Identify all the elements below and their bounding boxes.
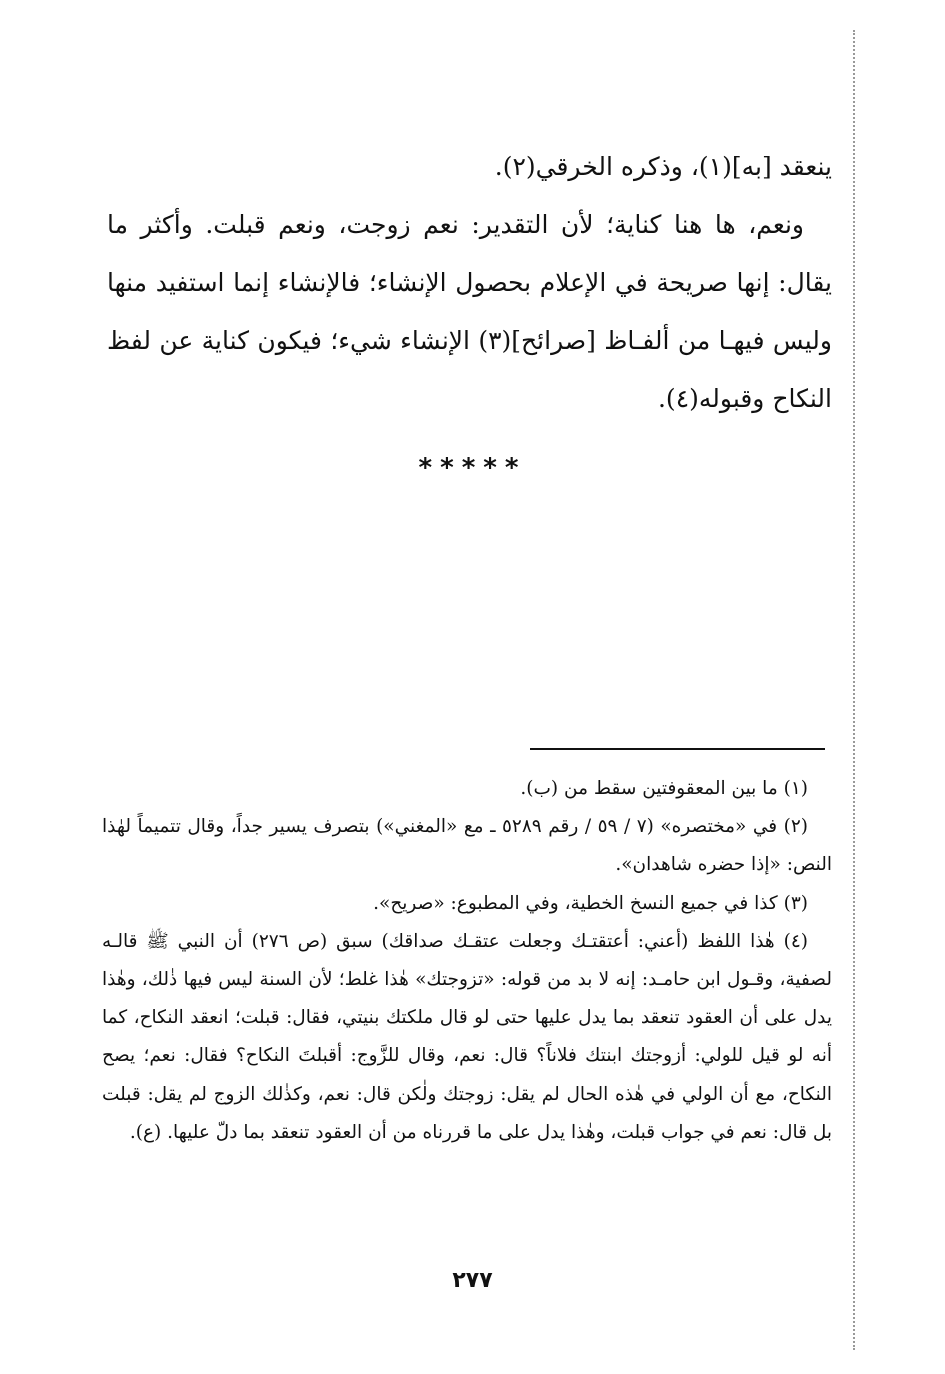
footnote-divider	[530, 748, 825, 750]
footnote-1: (١) ما بين المعقوفتين سقط من (ب).	[520, 778, 808, 799]
footnote-2: (٢) في «مختصره» (٧ / ٥٩ / رقم ٥٢٨٩ ـ مع «المغني») بتصرف يسير جداً، وقال تتميماً لهٰذا النص: «إذا حضره شاهدان».	[102, 816, 832, 876]
footnote-3: (٣) كذا في جميع النسخ الخطية، وفي المطبوع: «صريح».	[373, 892, 808, 914]
main-paragraph-1: ينعقد [به](١)، وذكره الخرقي(٢).	[494, 152, 832, 181]
main-paragraph-2: ونعم، ها هنا كناية؛ لأن التقدير: نعم زوجت، ونعم قبلت. وأكثر ما يقال: إنها صريحة في الإعلام بحصول الإنشاء؛ فالإنشاء إنما استفيد منها وليس فيهـا من ألفـاظ [صرائح](٣) الإنشاء شيء؛ فيكون كناية عن لفظ النكاح وقبوله(٤).	[107, 210, 832, 413]
scan-edge-dots	[853, 30, 855, 1350]
page-number: ٢٧٧	[452, 1268, 493, 1293]
footnote-4: (٤) هٰذا اللفظ (أعني: أعتقتـك وجعلت عتقـك صداقك) سبق (ص ٢٧٦) أن النبي ﷺ قالـه لصفية، وقـول ابن حامـد: إنه لا بد من قوله: «تزوجتك» هٰذا غلط؛ لأن السنة ليس فيها ذٰلك، وهٰذا يدل على أن العقود تنعقد بما يدل عليها حتى لو قال ملكتك بنيتي، فقال: قبلت؛ انعقد النكاح، كما أنه لو قيل للولي: أزوجتك ابنتك فلاناً؟ قال: نعم، وقال للزَّوج: أقبلتَ النكاح؟ فقال: نعم؛ يصح النكاح، مع أن الولي في هٰذه الحال لم يقل: زوجتك ولٰكن قال: نعم، وكذٰلك الزوج لم يقل: قبلت بل قال: نعم في جواب قبلت، وهٰذا يدل على ما قررناه من أن العقود تنعقد بما دلّ عليها. (ع).	[102, 930, 832, 1143]
main-text	[107, 138, 832, 428]
footnotes	[102, 770, 832, 1152]
section-separator: *****	[418, 453, 527, 483]
